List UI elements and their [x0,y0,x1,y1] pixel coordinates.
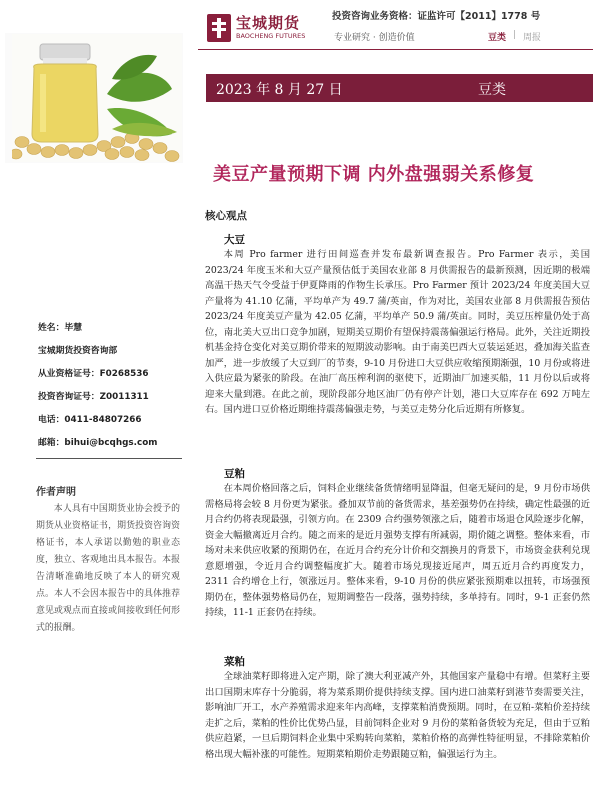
company-logo [207,12,315,46]
analyst-name: 姓名：毕慧 [38,323,82,333]
date-banner [206,74,593,102]
core-heading: 核心观点 [205,210,247,222]
qualification-text: 投资咨询业务资格：证监许可【2011】1778 号 [332,11,541,22]
header-divider [198,49,593,50]
header-category-tag: 豆类 [488,33,507,43]
phone: 电话：0411-84807266 [38,415,142,425]
declaration-heading: 作者声明 [36,487,76,498]
section-heading-soybean: 大豆 [224,234,245,246]
report-title: 美豆产量预期下调 内外盘强弱关系修复 [213,164,535,185]
practice-cert: 从业资格证号：F0268536 [38,369,149,379]
slogan: 专业研究 · 创造价值 [334,33,415,43]
logo-text-en: BAOCHENG FUTURES [236,32,306,40]
email: 邮箱：bihui@bcqhgs.com [38,438,158,448]
header-separator: | [513,30,517,40]
section-text-soymeal: 在本周价格回落之后，饲料企业继续备货情绪明显降温，但毫无疑问的是，9 月份市场供需格局将会较 8 月份更为紧张。叠加双节前的备货需求，基差强势仍在持续，确定性最强的近月合约仍将表现最强，引领方向。在 2309 合约强势领涨之后，随着市场退仓风险逐步化解，资金大幅撤离近月合约。随之而来的是近月强势支撑有所减弱，期价随之调整。整体来看，市场对未来供应收紧的预期仍在，在近月合约充分计价和交割换月的背景下，市场资金获利兑现意愿增强，令近月合约调整幅度扩大。随着市场兑现接近尾声，周五近月合约再度发力，2311 合约增仓上行，领涨远月。整体来看，9-10 月份的供应紧张预期难以扭转，市场强预期仍在，整体强势格局仍在，短期调整告一段落，强势持续，多单持有。同时，9-1 正套仍然持续，11-1 正套仍在持续。 [205,483,590,619]
declaration-text: 本人具有中国期货业协会授予的期货从业资格证书，期货投资咨询资格证书，本人承诺以勤勉的职业态度，独立、客观地出具本报告。本报告清晰准确地反映了本人的研究观点。本人不会因本报告中的具体推荐意见或观点而直接或间接收到任何形式的报酬。 [36,504,180,633]
logo-mark-icon [207,14,231,42]
sidebar-divider [36,458,182,459]
logo-text-cn: 宝城期货 [236,14,301,32]
section-text-rapeseed-meal: 全球油菜籽即将进入定产期，除了澳大利亚减产外，其他国家产量稳中有增。但菜籽主要出口国期末库存十分脆弱，将为菜系期价提供持续支撑。国内进口油菜籽到港节奏需要关注，影响油厂开工，水产养殖需求迎来年内高峰，支撑菜粕消费预期。同时，在豆粕-菜粕价差持续走扩之后，菜粕的性价比优势凸显，目前饲料企业对 9 月份的菜粕备货较为充足，但由于豆粕供应趋紧，一旦后期饲料企业集中采购转向菜粕，菜粕价格的高弹性特征明显，不排除菜粕价格出现大幅补涨的可能性。短期菜粕期价走势跟随豆粕，偏强运行为主。 [205,671,590,760]
header-report-type: 周报 [523,33,542,43]
section-text-soybean: 本周 Pro farmer 进行田间巡查并发布最新调查报告。Pro Farmer 表示，美国 2023/24 年度玉米和大豆产量预估低于美国农业部 8 月供需报告的最新预测，因近期的极端高温干热天气令受益于伊夏降雨的作物生长承压。Pro Farmer 预计 2023/24 年度美国大豆产量将为 41.10 亿蒲，平均单产为 49.7 蒲/英亩，作为对比，美国农业部 8 月供需报告预估 2023/24 年度美豆产量为 42.05 亿蒲，平均单产 50.9 蒲/英亩。同时，美豆压榨量仍处于高位，南北美大豆出口竞争加剧，短期美豆期价有望保持震荡偏强运行格局。此外，关注近期投机基金持仓变化对美豆期价带来的短期波动影响。由于南美巴西大豆装运延迟，叠加海关监查加严，进一步放缓了大豆到厂的节奏，9-10 月份进口大豆供应收缩预期渐强，10 月份或将进入供应最为紧张的阶段。在油厂高压榨利润的驱使下，近期油厂加速买船，11 月份以后或将迎来大量到港。在此之前，现阶段部分地区油厂仍有停产计划，港口大豆库存在 692 万吨左右。国内进口豆价格近期维持震荡偏强走势，与美豆走势分化后近期有所修复。 [205,249,590,416]
banner-category: 豆类 [478,82,506,98]
consult-cert: 投资咨询证号：Z0011311 [38,392,149,402]
section-heading-rapeseed-meal: 菜粕 [224,656,245,668]
analyst-org: 宝城期货投资咨询部 [38,346,118,356]
report-date: 2023 年 8 月 27 日 [216,82,343,98]
soybean-oil-photo [12,34,182,162]
section-heading-soymeal: 豆粕 [224,468,245,480]
